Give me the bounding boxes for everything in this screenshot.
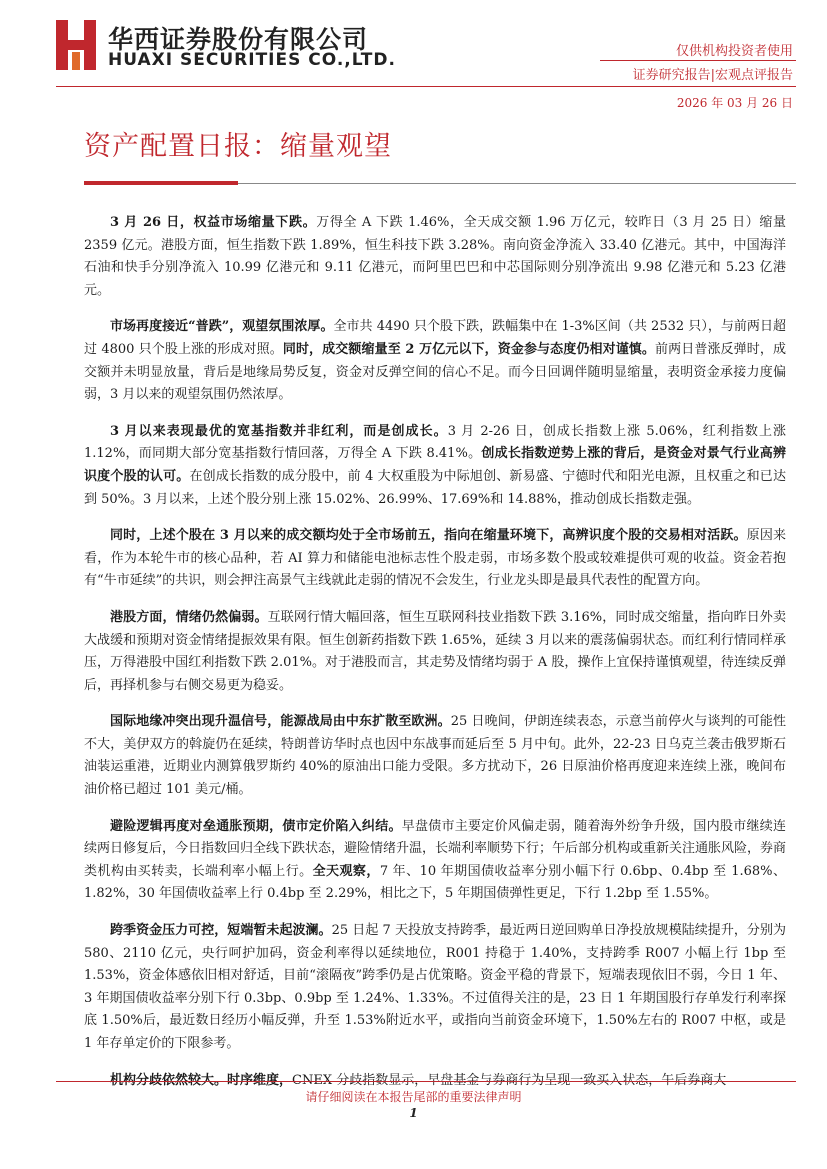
paragraph-text: 25 日晚间，伊朗连续表态，示意当前停火与谈判的可能性不大，美伊双方的斡旋仍在延续，特朗普访华时点也因中东战事而延后至 5 月中旬。此外，22-23 日乌克兰袭击俄罗斯石油装运重港，近期业内测算俄罗斯约 40%的原油出口能力受限。多方扰动下，26 日原油价格再度迎来连续上涨，晚间布油价格已超过 101 美元/桶。 [84, 714, 786, 798]
paragraph-highlight: 3 月 26 日，权益市场缩量下跌。 [110, 215, 317, 230]
paragraph [84, 711, 786, 801]
company-name-en: HUAXI SECURITIES CO.,LTD. [108, 50, 396, 70]
paragraph [84, 421, 786, 511]
report-category: 证券研究报告|宏观点评报告 [632, 68, 793, 83]
legal-disclaimer: 请仔细阅读在本报告尾部的重要法律声明 [305, 1090, 522, 1104]
paragraph [84, 212, 786, 302]
report-date: 2026 年 03 月 26 日 [676, 96, 793, 110]
paragraph-text: 原因来看，作为本轮牛市的核心品种，若 AI 算力和储能电池标志性个股走弱，市场多数个股或较难提供可观的收益。资金若抱有“牛市延续”的共识，则会押注高景气主线就此走弱的情况不会发生，行业龙头即是最具代表性的配置方向。 [84, 528, 786, 589]
paragraph-text: 7 年、10 年期国债收益率分别小幅下行 0.6bp、0.4bp 至 1.68%、1.82%，30 年国债收益率上行 0.4bp 至 2.29%，相比之下，5 年期国债弹性更足，下行 1.2bp 至 1.55%。 [84, 863, 786, 902]
paragraph-text: 3 月 2-26 日，创成长指数上涨 5.06%，红利指数上涨 1.12%，而同期大部分宽基指数行情回落，万得全 A 下跌 8.41%。 [84, 423, 786, 462]
paragraph-highlight: 市场再度接近“普跌”，观望氛围浓厚。 [110, 319, 334, 335]
paragraph-highlight: 避险逻辑再度对垒通胀预期，债市定价陷入纠结。 [110, 818, 402, 834]
paragraph-text: 前两日普涨反弹时，成交额并未明显放量，背后是地缘局势反复，资金对反弹空间的信心不足。而今日回调伴随明显缩量，表明资金承接力度偏弱，3 月以来的观望氛围仍然浓厚。 [84, 341, 786, 403]
company-name-cn: 华西证券股份有限公司 [108, 25, 369, 54]
paragraph-highlight: 3 月以来表现最优的宽基指数并非红利，而是创成长。 [110, 423, 448, 439]
paragraph-text: 全市共 4490 只个股下跌，跌幅集中在 1-3%区间（共 2532 只），与前两日超过 4800 只个股上涨的形成对照。 [84, 319, 786, 357]
paragraph [84, 816, 786, 906]
page-number: 1 [409, 1106, 418, 1120]
report-title: 资产配置日报：缩量观望 [84, 131, 392, 162]
paragraph-text: 早盘债市主要定价风偏走弱，随着海外纷争升级，国内股市继续连续两日修复后，今日指数回归全线下跌状态，避险情绪升温，长端利率顺势下行；午后部分机构或重新关注通胀风险，券商类机构由买转卖，长端利率小幅上行。 [84, 818, 787, 879]
header-divider [56, 86, 796, 87]
header-divider-short [600, 60, 796, 61]
paragraph [84, 525, 786, 593]
paragraph [84, 607, 786, 697]
paragraph [84, 920, 786, 1056]
paragraph-text: 万得全 A 下跌 1.46%，全天成交额 1.96 万亿元，较昨日（3 月 25 日）缩量 2359 亿元。港股方面，恒生指数下跌 1.89%，恒生科技下跌 3.28%。南向资金净流入 33.40 亿港元。其中，中国海洋石油和快手分别净流入 10.99 亿港元和 9.11 亿港元，而阿里巴巴和中芯国际则分别净流出 9.98 亿港元和 5.23 亿港元。 [84, 215, 786, 298]
report-body [84, 212, 786, 1106]
paragraph-highlight: 港股方面，情绪仍然偏弱。 [110, 609, 268, 625]
paragraph-text: 互联网行情大幅回落，恒生互联网科技业指数下跌 3.16%，同时成交缩量，指向昨日外卖大战缓和预期对资金情绪提振效果有限。恒生创新药指数下跌 1.65%，延续 3 月以来的震荡偏弱状态。而红利行情同样承压，万得港股中国红利指数下跌 2.01%。对于港股而言，其走势及情绪均弱于 A 股，操作上宜保持谨慎观望，待连续反弹后，再择机参与右侧交易更为稳妥。 [84, 609, 786, 693]
paragraph-highlight: 跨季资金压力可控，短端暂未起波澜。 [110, 923, 332, 939]
paragraph-highlight: 全天观察， [312, 863, 380, 879]
paragraph-highlight: 同时，上述个股在 3 月以来的成交额均处于全市场前五，指向在缩量环境下，高辨识度个股的交易相对活跃。 [110, 528, 747, 544]
paragraph-highlight: 创成长指数逆势上涨的背后，是资金对景气行业高辨识度个股的认可。 [84, 446, 786, 484]
paragraph-text: 在创成长指数的成分股中，前 4 大权重股为中际旭创、新易盛、宁德时代和阳光电源，且权重之和已达到 50%。3 月以来，上述个股分别上涨 15.02%、26.99%、17.69%和 14.88%，推动创成长指数走强。 [84, 468, 786, 507]
paragraph-highlight: 国际地缘冲突出现升温信号，能源战局由中东扩散至欧洲。 [110, 714, 451, 730]
title-underline [238, 183, 796, 184]
paragraph [84, 316, 786, 406]
paragraph-highlight: 同时，成交额缩量至 2 万亿元以下，资金参与态度仍相对谨慎。 [282, 341, 656, 357]
audience-note: 仅供机构投资者使用 [675, 44, 793, 59]
footer-divider [56, 1081, 796, 1082]
company-logo [56, 20, 98, 70]
title-underline-accent [84, 181, 238, 185]
paragraph-text: 25 日起 7 天投放支持跨季，最近两日逆回购单日净投放规模陆续提升，分别为 580、2110 亿元，央行呵护加码，资金利率得以延续地位，R001 持稳于 1.40%，支持跨季 R007 小幅上行 1bp 至 1.53%，资金体感依旧相对舒适，目前“滚隔夜”跨季仍是占优策略。资金平稳的背景下，短端表现依旧不弱，今日 1 年、3 年期国债收益率分别下行 0.3bp、0.9bp 至 1.24%、1.33%。不过值得关注的是，23 日 1 年期国股行存单发行利率探底 1.50%后，最近数日经历小幅反弹，升至 1.53%附近水平，或指向当前资金环境下，1.50%左右的 R007 中枢，或是 1 年存单定价的下限参考。 [84, 923, 786, 1051]
